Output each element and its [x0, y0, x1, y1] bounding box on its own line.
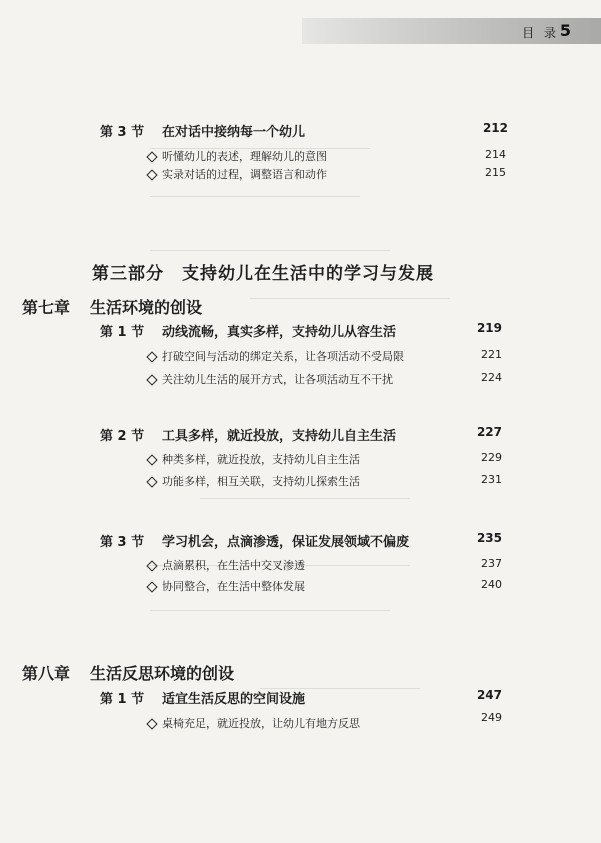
- section-label: 第 1 节: [100, 325, 145, 340]
- section-title: 适宜生活反思的空间设施: [162, 692, 306, 707]
- chapter-label: 第七章: [22, 298, 71, 317]
- diamond-bullet-icon: [146, 718, 157, 729]
- diamond-bullet-icon: [146, 169, 157, 180]
- subsection-text: 实录对话的过程，调整语言和动作: [162, 168, 327, 181]
- section-page: 212: [482, 121, 508, 135]
- diamond-bullet-icon: [146, 151, 157, 162]
- part-title: 第三部分 支持幼儿在生活中的学习与发展: [92, 264, 434, 284]
- section-label: 第 2 节: [100, 429, 145, 444]
- section-page: 247: [476, 688, 502, 702]
- subsection-page: 215: [485, 166, 506, 179]
- subsection-text: 种类多样，就近投放，支持幼儿自主生活: [162, 453, 360, 466]
- subsection-text: 点滴累积，在生活中交叉渗透: [162, 559, 305, 572]
- diamond-bullet-icon: [146, 581, 157, 592]
- chapter-label: 第八章: [22, 664, 71, 683]
- bleed-through-line: [150, 250, 390, 251]
- subsection-text: 打破空间与活动的绑定关系，让各项活动不受局限: [162, 350, 404, 363]
- section-title: 工具多样，就近投放，支持幼儿自主生活: [162, 429, 397, 444]
- subsection-page: 231: [481, 473, 502, 486]
- section-label: 第 3 节: [100, 535, 145, 550]
- bleed-through-line: [200, 498, 410, 499]
- subsection-text: 协同整合，在生活中整体发展: [162, 580, 305, 593]
- bleed-through-line: [150, 196, 360, 197]
- section-title: 动线流畅，真实多样，支持幼儿从容生活: [162, 325, 397, 340]
- bleed-through-line: [250, 298, 450, 299]
- subsection-text: 功能多样，相互关联，支持幼儿探索生活: [162, 475, 360, 488]
- section-label: 第 1 节: [100, 692, 145, 707]
- subsection-page: 214: [485, 148, 506, 161]
- subsection-page: 224: [481, 371, 502, 384]
- section-title: 学习机会，点滴渗透，保证发展领域不偏废: [162, 535, 410, 550]
- section-page: 219: [476, 321, 502, 335]
- section-page: 227: [476, 425, 502, 439]
- section-title: 在对话中接纳每一个幼儿: [162, 125, 306, 140]
- subsection-page: 240: [481, 578, 502, 591]
- subsection-page: 249: [481, 711, 502, 724]
- subsection-page: 221: [481, 348, 502, 361]
- diamond-bullet-icon: [146, 476, 157, 487]
- subsection-text: 听懂幼儿的表述，理解幼儿的意图: [162, 150, 327, 163]
- subsection-text: 桌椅充足，就近投放，让幼儿有地方反思: [162, 717, 360, 730]
- bleed-through-line: [150, 610, 390, 611]
- chapter-title: 生活反思环境的创设: [90, 664, 235, 683]
- subsection-page: 237: [481, 557, 502, 570]
- diamond-bullet-icon: [146, 351, 157, 362]
- section-label: 第 3 节: [100, 125, 145, 140]
- header-page-number: 5: [559, 21, 571, 40]
- diamond-bullet-icon: [146, 560, 157, 571]
- chapter-title: 生活环境的创设: [90, 298, 203, 317]
- subsection-text: 关注幼儿生活的展开方式，让各项活动互不干扰: [162, 373, 393, 386]
- header-label: 目 录: [522, 26, 559, 40]
- diamond-bullet-icon: [146, 454, 157, 465]
- section-page: 235: [476, 531, 502, 545]
- subsection-page: 229: [481, 451, 502, 464]
- diamond-bullet-icon: [146, 374, 157, 385]
